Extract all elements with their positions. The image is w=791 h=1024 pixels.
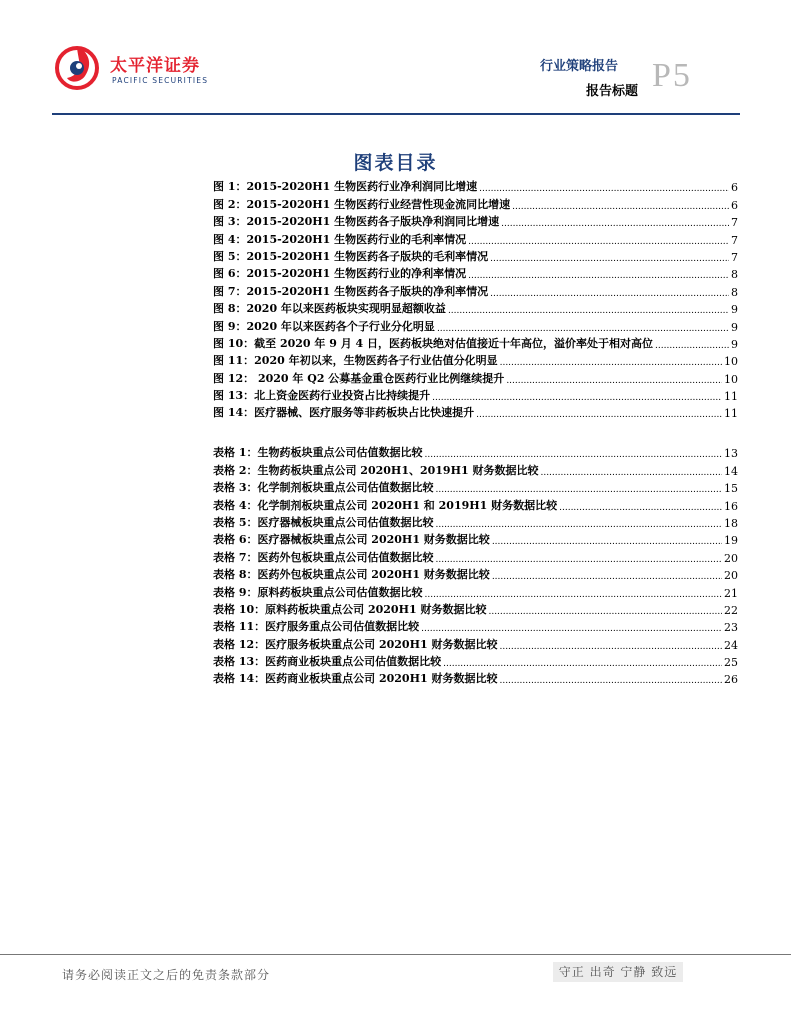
table-entry[interactable] [213,460,738,477]
dot-leader [432,394,722,403]
dot-leader [437,325,729,334]
table-entry-page: 18 [724,516,738,530]
dot-leader [468,272,729,281]
dot-leader [490,290,729,299]
dot-leader [512,203,729,212]
table-entry-label: 表格 3：化学制剂板块重点公司估值数据比较 [213,481,434,495]
table-entry-page: 23 [724,621,738,635]
logo-english-name: PACIFIC SECURITIES [112,76,209,85]
dot-leader [435,486,722,495]
dot-leader [435,556,722,565]
table-entry[interactable] [213,565,738,582]
figure-entry-label: 图 10：截至 2020 年 9 月 4 日，医药板块绝对估值接近十年高位，溢价率处于相对高位 [213,336,654,350]
dot-leader [499,677,722,686]
table-entry[interactable] [213,600,738,617]
figure-entry-page: 9 [731,303,738,317]
table-entry-page: 15 [724,482,738,496]
report-title: 报告标题 [586,84,639,99]
table-entry-label: 表格 14：医药商业板块重点公司 2020H1 财务数据比较 [213,672,498,686]
figure-entry-label: 图 14：医疗器械、医疗服务等非药板块占比快速提升 [213,406,475,420]
company-logo [55,42,215,90]
figure-entry-label: 图 4：2015-2020H1 生物医药行业的毛利率情况 [213,232,467,246]
footer-disclaimer: 请务必阅读正文之后的免责条款部分 [62,968,271,982]
figure-entry-page: 6 [731,198,738,212]
dot-leader [506,377,722,386]
dot-leader [424,591,722,600]
footer-motto: 守正 出奇 宁静 致远 [553,962,683,982]
table-entry-page: 19 [724,534,738,548]
table-entry[interactable] [213,478,738,495]
table-entry-label: 表格 1：生物药板块重点公司估值数据比较 [213,446,423,460]
table-entry-label: 表格 7：医药外包板块重点公司估值数据比较 [213,550,434,564]
figure-entry[interactable] [213,247,738,264]
table-list [213,443,738,686]
dot-leader [421,625,722,634]
figure-entry-label: 图 12： 2020 年 Q2 公募基金重仓医药行业比例继续提升 [213,371,505,385]
header-divider [52,113,740,115]
figure-entry-page: 7 [731,216,738,230]
page-header [0,0,791,120]
report-type: 行业策略报告 [540,59,619,74]
figure-entry[interactable] [213,316,738,333]
dot-leader [448,307,729,316]
figure-entry-label: 图 13：北上资金医药行业投资占比持续提升 [213,389,431,403]
dot-leader [559,504,722,513]
figure-entry-page: 9 [731,337,738,351]
table-entry-label: 表格 2：生物药板块重点公司 2020H1、2019H1 财务数据比较 [213,463,539,477]
figure-entry[interactable] [213,334,738,351]
figure-entry-page: 8 [731,285,738,299]
table-entry[interactable] [213,634,738,651]
figure-entry[interactable] [213,229,738,246]
table-entry-page: 21 [724,586,738,600]
figure-entry-label: 图 8：2020 年以来医药板块实现明显超额收益 [213,302,446,316]
dot-leader [540,469,722,478]
table-entry-label: 表格 12：医疗服务板块重点公司 2020H1 财务数据比较 [213,637,498,651]
dot-leader [492,573,722,582]
figure-entry[interactable] [213,368,738,385]
table-entry[interactable] [213,495,738,512]
dot-leader [443,660,722,669]
dot-leader [468,238,729,247]
dot-leader [500,359,722,368]
table-entry[interactable] [213,582,738,599]
figure-entry[interactable] [213,351,738,368]
figure-entry-label: 图 1：2015-2020H1 生物医药行业净利润同比增速 [213,180,478,194]
figure-entry[interactable] [213,281,738,298]
table-entry-page: 13 [724,447,738,461]
figure-entry-page: 7 [731,250,738,264]
figure-entry-page: 6 [731,181,738,195]
table-entry-label: 表格 4：化学制剂板块重点公司 2020H1 和 2019H1 财务数据比较 [213,498,558,512]
table-entry-page: 24 [724,638,738,652]
table-entry-page: 20 [724,551,738,565]
logo-chinese-name: 太平洋证券 [110,56,200,76]
dot-leader [492,538,722,547]
figure-entry-page: 10 [724,355,738,369]
dot-leader [501,220,729,229]
figure-entry[interactable] [213,177,738,194]
figure-entry-page: 8 [731,268,738,282]
table-entry-page: 16 [724,499,738,513]
dot-leader [488,608,722,617]
toc-title: 图表目录 [353,152,438,174]
table-entry[interactable] [213,652,738,669]
dot-leader [479,185,729,194]
figure-entry[interactable] [213,212,738,229]
table-entry[interactable] [213,530,738,547]
figure-entry-label: 图 3：2015-2020H1 生物医药各子版块净利润同比增速 [213,215,500,229]
table-entry-page: 22 [724,603,738,617]
figure-list [213,177,738,420]
figure-entry[interactable] [213,264,738,281]
figure-entry-label: 图 9：2020 年以来医药各个子行业分化明显 [213,319,435,333]
dot-leader [424,451,722,460]
page-number: P5 [652,57,692,94]
dot-leader [476,411,722,420]
table-entry-page: 20 [724,569,738,583]
table-entry[interactable] [213,669,738,686]
table-entry-label: 表格 6：医疗器械板块重点公司 2020H1 财务数据比较 [213,533,490,547]
figure-entry-label: 图 5：2015-2020H1 生物医药各子版块的毛利率情况 [213,249,489,263]
table-entry-label: 表格 11：医疗服务重点公司估值数据比较 [213,620,420,634]
figure-entry-label: 图 11：2020 年初以来，生物医药各子行业估值分化明显 [213,354,498,368]
table-entry-page: 14 [724,464,738,478]
figure-entry-label: 图 2：2015-2020H1 生物医药行业经营性现金流同比增速 [213,197,511,211]
figure-entry[interactable] [213,403,738,420]
footer-divider [0,954,791,955]
dot-leader [655,342,729,351]
table-entry[interactable] [213,443,738,460]
figure-entry[interactable] [213,194,738,211]
dot-leader [499,643,722,652]
figure-entry-page: 11 [724,407,738,421]
table-entry-page: 26 [724,673,738,687]
table-entry-label: 表格 13：医药商业板块重点公司估值数据比较 [213,655,442,669]
figure-entry-label: 图 7：2015-2020H1 生物医药各子版块的净利率情况 [213,284,489,298]
figure-entry-page: 10 [724,372,738,386]
table-entry-label: 表格 9：原料药板块重点公司估值数据比较 [213,585,423,599]
figure-entry-page: 7 [731,233,738,247]
figure-entry-label: 图 6：2015-2020H1 生物医药行业的净利率情况 [213,267,467,281]
table-entry-label: 表格 10：原料药板块重点公司 2020H1 财务数据比较 [213,602,487,616]
figure-entry[interactable] [213,386,738,403]
table-entry-page: 25 [724,656,738,670]
table-entry[interactable] [213,547,738,564]
table-entry[interactable] [213,513,738,530]
table-entry-label: 表格 8：医药外包板块重点公司 2020H1 财务数据比较 [213,568,490,582]
table-entry-label: 表格 5：医疗器械板块重点公司估值数据比较 [213,515,434,529]
dot-leader [435,521,722,530]
dot-leader [490,255,729,264]
figure-entry[interactable] [213,299,738,316]
logo-mark-icon [55,42,105,92]
figure-entry-page: 11 [724,390,738,404]
table-entry[interactable] [213,617,738,634]
figure-entry-page: 9 [731,320,738,334]
